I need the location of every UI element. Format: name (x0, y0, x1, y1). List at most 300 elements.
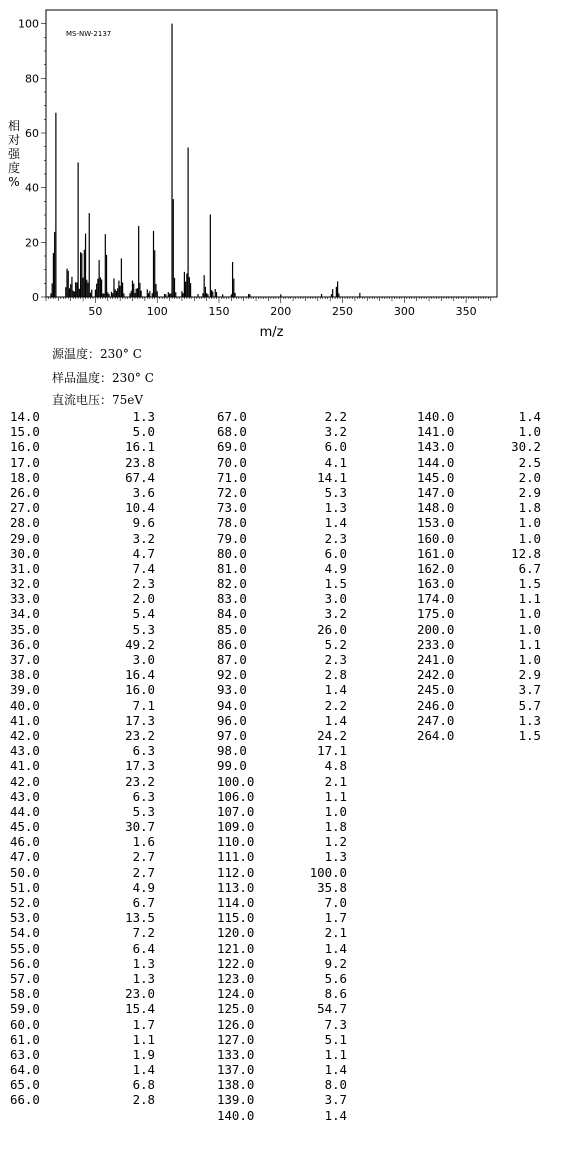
peak-row (10, 698, 155, 713)
peak-row (217, 591, 347, 606)
peak-mz: 41.0 (10, 758, 40, 774)
peak-mz: 160.0 (417, 530, 455, 546)
x-tick-label: 300 (393, 305, 415, 318)
peak-mz: 141.0 (417, 424, 455, 440)
peak-abundance: 24.2 (317, 727, 347, 743)
peak-row (10, 470, 155, 485)
peak-row (10, 819, 155, 834)
peak-row (217, 576, 347, 591)
peak-abundance: 30.7 (125, 819, 155, 835)
dc-voltage: 直流电压：75eV (52, 393, 144, 407)
peak-abundance: 1.3 (324, 500, 347, 516)
peak-mz: 106.0 (217, 788, 255, 804)
peak-abundance: 1.3 (324, 849, 347, 865)
peak-mz: 35.0 (10, 621, 40, 637)
peak-row (10, 667, 155, 682)
peak-mz: 80.0 (217, 545, 247, 561)
peak-mz: 27.0 (10, 500, 40, 516)
peak-mz: 98.0 (217, 743, 247, 759)
peak-mz: 94.0 (217, 697, 247, 713)
peak-abundance: 2.8 (132, 1092, 155, 1108)
peak-mz: 145.0 (417, 469, 455, 485)
peak-mz: 139.0 (217, 1092, 255, 1108)
peak-row (217, 515, 347, 530)
peak-mz: 43.0 (10, 743, 40, 759)
peak-mz: 16.0 (10, 439, 40, 455)
peak-mz: 73.0 (217, 500, 247, 516)
peak-mz: 148.0 (417, 500, 455, 516)
peak-abundance: 6.3 (132, 788, 155, 804)
peak-row (217, 546, 347, 561)
peak-abundance: 2.1 (324, 773, 347, 789)
peak-mz: 109.0 (217, 819, 255, 835)
peak-row (417, 485, 541, 500)
peak-mz: 44.0 (10, 803, 40, 819)
peak-abundance: 54.7 (317, 1001, 347, 1017)
peak-abundance: 7.3 (324, 1016, 347, 1032)
peak-row (217, 637, 347, 652)
peak-abundance: 5.2 (324, 636, 347, 652)
peak-abundance: 8.6 (324, 986, 347, 1002)
peak-row (417, 591, 541, 606)
peak-abundance: 2.7 (132, 864, 155, 880)
peak-abundance: 1.4 (132, 1062, 155, 1078)
peak-mz: 56.0 (10, 955, 40, 971)
peak-mz: 246.0 (417, 697, 455, 713)
peak-mz: 123.0 (217, 970, 255, 986)
peak-row (417, 652, 541, 667)
peak-row (10, 591, 155, 606)
peak-abundance: 17.3 (125, 758, 155, 774)
peak-mz: 140.0 (217, 1107, 255, 1123)
peak-mz: 112.0 (217, 864, 255, 880)
peak-abundance: 5.6 (324, 970, 347, 986)
peak-abundance: 5.4 (132, 606, 155, 622)
peak-abundance: 5.7 (518, 697, 541, 713)
peak-mz: 45.0 (10, 819, 40, 835)
peak-abundance: 12.8 (511, 545, 541, 561)
peak-abundance: 1.6 (132, 834, 155, 850)
peak-mz: 127.0 (217, 1031, 255, 1047)
peak-row (217, 895, 347, 910)
peak-abundance: 1.0 (518, 424, 541, 440)
peak-abundance: 67.4 (125, 469, 155, 485)
peak-row (217, 941, 347, 956)
peak-abundance: 8.0 (324, 1077, 347, 1093)
x-tick-label: 150 (208, 305, 230, 318)
peak-abundance: 1.1 (518, 591, 541, 607)
peak-mz: 42.0 (10, 773, 40, 789)
peak-row (217, 667, 347, 682)
peak-row (10, 986, 155, 1001)
peak-row (217, 698, 347, 713)
peak-row (417, 637, 541, 652)
peak-mz: 161.0 (417, 545, 455, 561)
peak-row (217, 834, 347, 849)
peak-abundance: 17.1 (317, 743, 347, 759)
peak-row (10, 849, 155, 864)
peak-row (217, 455, 347, 470)
peak-row (10, 485, 155, 500)
peak-row (10, 941, 155, 956)
peak-row (217, 789, 347, 804)
peak-row (217, 986, 347, 1001)
peak-table-column-1 (10, 409, 155, 1108)
peak-row (417, 713, 541, 728)
peak-abundance: 5.3 (132, 621, 155, 637)
peak-abundance: 2.2 (324, 409, 347, 424)
peak-row (217, 439, 347, 454)
peak-mz: 200.0 (417, 621, 455, 637)
peak-row (10, 455, 155, 470)
peak-row (10, 576, 155, 591)
peak-mz: 110.0 (217, 834, 255, 850)
peak-mz: 93.0 (217, 682, 247, 698)
peak-mz: 99.0 (217, 758, 247, 774)
peak-mz: 28.0 (10, 515, 40, 531)
peak-row (10, 728, 155, 743)
peak-mz: 70.0 (217, 454, 247, 470)
peak-abundance: 2.9 (518, 484, 541, 500)
peak-abundance: 6.4 (132, 940, 155, 956)
peak-row (417, 622, 541, 637)
peak-row (10, 606, 155, 621)
peak-row (217, 1062, 347, 1077)
peak-abundance: 1.4 (324, 1062, 347, 1078)
peak-abundance: 1.0 (518, 530, 541, 546)
peak-mz: 41.0 (10, 712, 40, 728)
peak-row (217, 819, 347, 834)
peak-row (10, 865, 155, 880)
peak-row (417, 455, 541, 470)
peak-row (217, 713, 347, 728)
peak-abundance: 6.3 (132, 743, 155, 759)
peak-mz: 100.0 (217, 773, 255, 789)
peak-mz: 78.0 (217, 515, 247, 531)
x-tick-label: 200 (270, 305, 292, 318)
peak-abundance: 6.0 (324, 439, 347, 455)
peak-row (417, 561, 541, 576)
peak-abundance: 9.6 (132, 515, 155, 531)
peak-abundance: 2.9 (518, 667, 541, 683)
peak-row (10, 895, 155, 910)
peak-abundance: 10.4 (125, 500, 155, 516)
sample-temperature: 样品温度：230° C (52, 371, 154, 385)
peak-mz: 87.0 (217, 652, 247, 667)
peak-abundance: 2.8 (324, 667, 347, 683)
peak-mz: 57.0 (10, 970, 40, 986)
peak-abundance: 30.2 (511, 439, 541, 455)
peak-row (217, 682, 347, 697)
peak-row (217, 470, 347, 485)
peak-mz: 85.0 (217, 621, 247, 637)
peak-mz: 138.0 (217, 1077, 255, 1093)
peak-row (417, 470, 541, 485)
peak-abundance: 16.4 (125, 667, 155, 683)
peak-row (10, 910, 155, 925)
peak-abundance: 3.2 (324, 424, 347, 440)
peak-abundance: 4.8 (324, 758, 347, 774)
peak-mz: 68.0 (217, 424, 247, 440)
peak-row (10, 925, 155, 940)
peak-abundance: 3.2 (132, 530, 155, 546)
peak-abundance: 16.1 (125, 439, 155, 455)
peak-row (217, 804, 347, 819)
peak-abundance: 26.0 (317, 621, 347, 637)
peak-abundance: 1.7 (324, 910, 347, 926)
peak-mz: 162.0 (417, 560, 455, 576)
peak-mz: 115.0 (217, 910, 255, 926)
peak-mz: 147.0 (417, 484, 455, 500)
peak-mz: 241.0 (417, 652, 455, 667)
peak-mz: 59.0 (10, 1001, 40, 1017)
peak-row (10, 758, 155, 773)
peak-row (10, 622, 155, 637)
peak-abundance: 3.7 (518, 682, 541, 698)
peak-mz: 144.0 (417, 454, 455, 470)
peak-row (217, 956, 347, 971)
peak-abundance: 49.2 (125, 636, 155, 652)
peak-row (417, 439, 541, 454)
peak-abundance: 1.4 (324, 515, 347, 531)
peak-abundance: 23.2 (125, 727, 155, 743)
peak-mz: 46.0 (10, 834, 40, 850)
peak-abundance: 5.1 (324, 1031, 347, 1047)
peak-row (10, 531, 155, 546)
peak-row (10, 789, 155, 804)
x-tick-label: 50 (88, 305, 103, 318)
peak-row (217, 774, 347, 789)
peak-mz: 82.0 (217, 576, 247, 592)
peak-row (10, 1077, 155, 1092)
peak-mz: 54.0 (10, 925, 40, 941)
peak-mz: 124.0 (217, 986, 255, 1002)
peak-mz: 126.0 (217, 1016, 255, 1032)
peak-abundance: 2.3 (132, 576, 155, 592)
peak-mz: 14.0 (10, 409, 40, 424)
peak-abundance: 1.1 (518, 636, 541, 652)
peak-abundance: 1.0 (518, 515, 541, 531)
peak-row (417, 531, 541, 546)
peak-row (10, 804, 155, 819)
peak-mz: 33.0 (10, 591, 40, 607)
peak-abundance: 4.9 (132, 879, 155, 895)
peak-mz: 137.0 (217, 1062, 255, 1078)
peak-mz: 133.0 (217, 1046, 255, 1062)
peak-row (10, 971, 155, 986)
peak-abundance: 4.7 (132, 545, 155, 561)
peak-row (10, 743, 155, 758)
peak-row (10, 1092, 155, 1107)
peak-row (10, 561, 155, 576)
peak-mz: 111.0 (217, 849, 255, 865)
peak-mz: 175.0 (417, 606, 455, 622)
y-tick-label: 80 (25, 72, 39, 86)
peak-abundance: 6.7 (518, 560, 541, 576)
peak-abundance: 1.1 (324, 1046, 347, 1062)
peak-abundance: 2.7 (132, 849, 155, 865)
peak-row (217, 971, 347, 986)
chart-labels (8, 30, 284, 340)
peak-abundance: 9.2 (324, 955, 347, 971)
peak-row (417, 667, 541, 682)
peak-mz: 53.0 (10, 910, 40, 926)
peak-row (10, 546, 155, 561)
peak-row (217, 728, 347, 743)
peak-abundance: 7.0 (324, 895, 347, 910)
peak-abundance: 1.5 (324, 576, 347, 592)
peak-row (217, 849, 347, 864)
peak-row (417, 409, 541, 424)
peak-mz: 81.0 (217, 560, 247, 576)
peak-abundance: 5.3 (132, 803, 155, 819)
peak-abundance: 14.1 (317, 469, 347, 485)
x-tick-label: 250 (332, 305, 354, 318)
peak-mz: 64.0 (10, 1062, 40, 1078)
peak-row (10, 774, 155, 789)
peak-mz: 43.0 (10, 788, 40, 804)
peak-row (217, 1017, 347, 1032)
peak-row (10, 515, 155, 530)
peak-row (417, 698, 541, 713)
peak-row (217, 865, 347, 880)
peak-mz: 60.0 (10, 1016, 40, 1032)
peak-mz: 86.0 (217, 636, 247, 652)
peak-mz: 107.0 (217, 803, 255, 819)
peak-row (417, 682, 541, 697)
peak-abundance: 1.5 (518, 576, 541, 592)
peak-mz: 63.0 (10, 1046, 40, 1062)
peak-row (10, 713, 155, 728)
peak-bars (51, 24, 360, 297)
peak-row (10, 880, 155, 895)
peak-mz: 122.0 (217, 955, 255, 971)
peak-row (10, 409, 155, 424)
peak-abundance: 3.7 (324, 1092, 347, 1108)
peak-abundance: 3.6 (132, 484, 155, 500)
peak-row (217, 531, 347, 546)
peak-mz: 50.0 (10, 864, 40, 880)
y-tick-label: 0 (32, 291, 39, 304)
peak-mz: 120.0 (217, 925, 255, 941)
peak-abundance: 6.8 (132, 1077, 155, 1093)
peak-mz: 233.0 (417, 636, 455, 652)
peak-abundance: 1.0 (518, 606, 541, 622)
peak-mz: 39.0 (10, 682, 40, 698)
peak-row (217, 1092, 347, 1107)
peak-mz: 84.0 (217, 606, 247, 622)
peak-abundance: 1.4 (324, 682, 347, 698)
peak-row (10, 1032, 155, 1047)
peak-row (217, 561, 347, 576)
peak-mz: 51.0 (10, 879, 40, 895)
peak-mz: 125.0 (217, 1001, 255, 1017)
peak-mz: 30.0 (10, 545, 40, 561)
peak-row (217, 910, 347, 925)
peak-row (217, 1077, 347, 1092)
peak-mz: 71.0 (217, 469, 247, 485)
peak-row (217, 1001, 347, 1016)
peak-abundance: 6.7 (132, 895, 155, 910)
peak-abundance: 5.3 (324, 484, 347, 500)
mass-spectrum-chart (0, 0, 570, 345)
peak-table-column-2 (217, 409, 347, 1123)
sample-code: MS-NW-2137 (66, 30, 112, 38)
peak-abundance: 1.5 (518, 727, 541, 743)
peak-abundance: 5.0 (132, 424, 155, 440)
peak-row (417, 606, 541, 621)
peak-row (10, 956, 155, 971)
peak-abundance: 4.9 (324, 560, 347, 576)
peak-mz: 38.0 (10, 667, 40, 683)
peak-mz: 36.0 (10, 636, 40, 652)
y-tick-label: 60 (25, 127, 39, 140)
peak-abundance: 1.2 (324, 834, 347, 850)
peak-mz: 153.0 (417, 515, 455, 531)
peak-row (10, 1017, 155, 1032)
peak-row (217, 606, 347, 621)
peak-mz: 114.0 (217, 895, 255, 910)
peak-abundance: 1.4 (518, 409, 541, 424)
peak-abundance: 1.1 (324, 788, 347, 804)
peak-mz: 47.0 (10, 849, 40, 865)
peak-mz: 97.0 (217, 727, 247, 743)
peak-abundance: 13.5 (125, 910, 155, 926)
peak-row (217, 880, 347, 895)
peak-abundance: 1.8 (518, 500, 541, 516)
peak-mz: 96.0 (217, 712, 247, 728)
peak-abundance: 1.3 (132, 955, 155, 971)
peak-abundance: 1.3 (132, 409, 155, 424)
peak-abundance: 2.5 (518, 454, 541, 470)
peak-row (10, 424, 155, 439)
peak-abundance: 1.3 (132, 970, 155, 986)
y-axis-label: 相对强度% (7, 119, 21, 189)
peak-mz: 247.0 (417, 712, 455, 728)
x-tick-label: 350 (455, 305, 477, 318)
peak-abundance: 35.8 (317, 879, 347, 895)
peak-mz: 66.0 (10, 1092, 40, 1108)
peak-row (217, 743, 347, 758)
peak-row (217, 925, 347, 940)
peak-mz: 69.0 (217, 439, 247, 455)
peak-row (417, 728, 541, 743)
peak-row (217, 1108, 347, 1123)
peak-row (217, 485, 347, 500)
peak-mz: 163.0 (417, 576, 455, 592)
peak-mz: 15.0 (10, 424, 40, 440)
peak-mz: 174.0 (417, 591, 455, 607)
peak-mz: 113.0 (217, 879, 255, 895)
peak-abundance: 1.4 (324, 1107, 347, 1123)
peak-abundance: 1.4 (324, 712, 347, 728)
peak-abundance: 1.1 (132, 1031, 155, 1047)
peak-mz: 61.0 (10, 1031, 40, 1047)
peak-mz: 52.0 (10, 895, 40, 910)
peak-mz: 29.0 (10, 530, 40, 546)
peak-mz: 65.0 (10, 1077, 40, 1093)
peak-row (217, 622, 347, 637)
peak-abundance: 3.0 (324, 591, 347, 607)
peak-abundance: 2.0 (132, 591, 155, 607)
peak-abundance: 7.1 (132, 697, 155, 713)
peak-abundance: 23.0 (125, 986, 155, 1002)
peak-row (417, 576, 541, 591)
peak-abundance: 3.0 (132, 652, 155, 667)
peak-row (217, 1032, 347, 1047)
peak-row (417, 515, 541, 530)
chart-axes (18, 10, 497, 318)
